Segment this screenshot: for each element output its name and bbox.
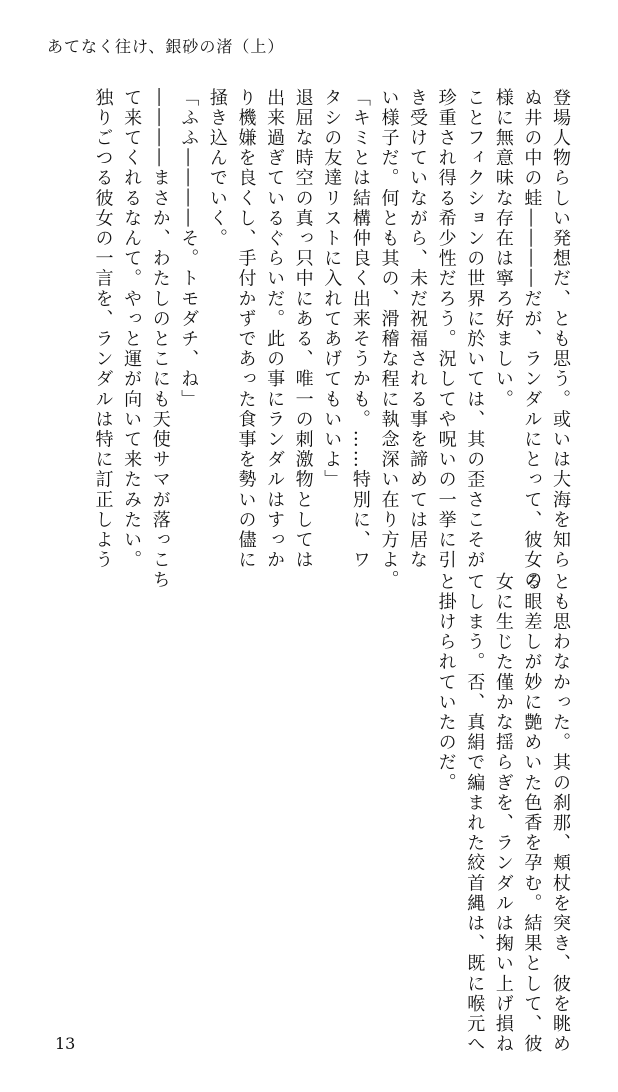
text-line: 掻き込んでいく。 — [206, 88, 228, 249]
page-number: 13 — [55, 1034, 76, 1053]
text-line: 女に生じた僅かな揺らぎを、ランダルは掬い上げ損ね — [492, 572, 514, 1055]
text-line: ことフィクションの世界に於いては、其の歪さこそが — [464, 88, 486, 571]
text-line: と掛けられていたのだ。 — [435, 572, 457, 794]
text-line: ぬ井の中の蛙――――だが、ランダルにとって、彼女の — [521, 88, 543, 591]
text-line: る眼差しが妙に艶めいた色香を孕む。結果として、彼 — [521, 572, 543, 1055]
text-line: ――――まさか、わたしのとこにも天使サマが落っこち — [149, 88, 171, 591]
text-line: 独りごつる彼女の一言を、ランダルは特に訂正しよう — [92, 88, 114, 571]
text-line: り機嫌を良くし、手付かずであった食事を勢いの儘に — [235, 88, 257, 571]
text-line: 「ふふ――――そ。トモダチ、ね」 — [178, 88, 200, 410]
upper-text-block — [88, 88, 574, 591]
text-line: てしまう。否、真絹で編まれた絞首縄は、既に喉元へ — [464, 572, 486, 1055]
text-line: て来てくれるなんて。やっと運が向いて来たみたい。 — [121, 88, 143, 571]
text-line: 登場人物らしい発想だ、とも思う。或いは大海を知ら — [550, 88, 571, 571]
text-line: 出来過ぎているぐらいだ。此の事にランダルはすっか — [264, 88, 286, 571]
text-line: とも思わなかった。其の刹那、頬杖を突き、彼を眺め — [550, 572, 571, 1055]
text-line: 珍重され得る希少性だろう。況してや呪いの一挙に引 — [435, 88, 457, 571]
lower-text-block — [431, 572, 574, 1055]
text-line: い様子だ。何とも其の、滑稽な程に執念深い在り方よ。 — [378, 88, 400, 591]
text-line: タシの友達リストに入れてあげてもいいよ」 — [321, 88, 343, 490]
text-line: 「キミとは結構仲良く出来そうかも。……特別に、ワ — [349, 88, 371, 571]
text-line: 退屈な時空の真っ只中にある、唯一の刺激物としては — [292, 88, 314, 571]
running-header: あてなく往け、銀砂の渚（上） — [47, 37, 285, 56]
text-line: き受けていながら、未だ祝福される事を諦めては居な — [407, 88, 429, 571]
text-line: 様に無意味な存在は寧ろ好ましい。 — [492, 88, 514, 410]
